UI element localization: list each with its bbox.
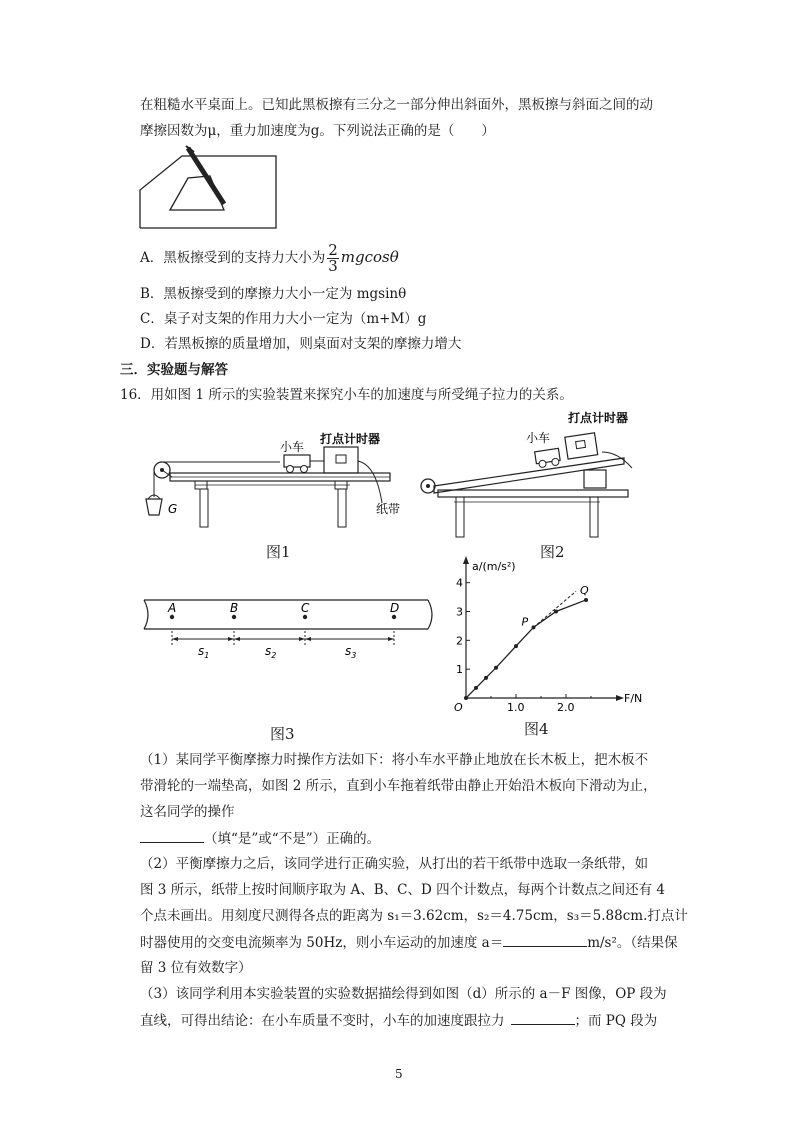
origin-label: O (454, 701, 463, 714)
fraction-two-thirds (327, 243, 339, 274)
data-point (584, 598, 588, 602)
cart-label-fig1: 小车 (280, 440, 305, 454)
sub1-line-4-text: （填“是”或“不是”）正确的。 (204, 831, 381, 847)
x-axis-arrow (616, 695, 624, 701)
option-b: B．黑板擦受到的摩擦力大小一定为 mgsinθ (140, 286, 407, 302)
figure-4-caption: 图4 (524, 720, 549, 738)
sub2-line-1: （2）平衡摩擦力之后，该同学进行正确实验，从打出的若干纸带中选取一条纸带，如 (140, 856, 649, 872)
data-point (494, 666, 498, 670)
chart-ticks (456, 577, 591, 714)
sub3-line-2-text-b: ；而 PQ 段为 (574, 1013, 658, 1029)
fraction-denominator: 3 (328, 257, 338, 275)
y-axis-label: a/(m/s²) (472, 560, 516, 573)
sub1-line-2: 带滑轮的一端垫高，如图 2 所示，直到小车拖着纸带由静止开始沿木板向下滑动为止， (140, 778, 657, 794)
sub1-line-3: 这名同学的操作 (140, 804, 235, 820)
sub2-line-2: 图 3 所示，纸带上按时间顺序取为 A、B、C、D 四个计数点，每两个计数点之间还有 4 (140, 882, 665, 898)
sub2-line-4-text-a: 时器使用的交变电流频率为 50Hz，则小车运动的加速度 a＝ (140, 935, 504, 951)
option-a (140, 242, 399, 274)
y-tick-label: 2 (456, 634, 463, 648)
svg-text:s3 (345, 644, 356, 660)
s1-label: s (198, 644, 205, 658)
y-axis-arrow (463, 556, 469, 564)
point-p-label: P (521, 615, 529, 629)
chart-labels (454, 560, 642, 714)
sub3-line-2-text-a: 直线，可得出结论：在小车质量不变时，小车的加速度跟拉力 (140, 1013, 505, 1029)
sub3-line-1: （3）该同学利用本实验装置的实验数据描绘得到如图（d）所示的 a－F 图像，OP 段为 (140, 986, 667, 1002)
timer-label-fig1: 打点计时器 (320, 432, 381, 446)
option-a-expression: mgcosθ (340, 248, 399, 266)
figure-1-caption: 图1 (266, 543, 291, 561)
sub2-line-3: 个点未画出。用刻度尺测得各点的距离为 s₁＝3.62cm，s₂＝4.75cm，s₃＝5.88cm.打点计 (140, 908, 688, 924)
figure-3-caption: 图3 (270, 725, 295, 743)
y-tick-label: 4 (456, 576, 463, 590)
figure-3 (138, 595, 434, 665)
tape-point-b (232, 615, 236, 619)
page-number: 5 (395, 1067, 403, 1081)
figure-1 (140, 425, 420, 540)
weight-label: G (168, 502, 178, 516)
sub3-line-2 (140, 1010, 657, 1031)
tape-point-c (303, 615, 307, 619)
svg-text:s2 (265, 644, 276, 660)
tape-point-d (392, 615, 396, 619)
data-point (484, 676, 488, 680)
section-heading: 三．实验题与解答 (120, 362, 228, 378)
question-16-stem: 16．用如图 1 所示的实验装置来探究小车的加速度与所受绳子拉力的关系。 (120, 387, 573, 403)
eraser-wedge-diagram (136, 142, 282, 232)
figure-4-chart (440, 560, 643, 720)
y-tick-label: 1 (456, 663, 463, 677)
extension-line (534, 591, 577, 627)
sub2-line-4 (140, 932, 678, 953)
s3-subscript: 3 (351, 651, 357, 660)
option-d: D．若黑板擦的质量增加，则桌面对支架的摩擦力增大 (140, 336, 462, 352)
x-tick-label: 1.0 (507, 701, 525, 714)
option-c: C．桌子对支架的作用力大小一定为（m+M）g (140, 311, 427, 327)
option-a-label: A．黑板擦受到的支持力大小为 (140, 250, 326, 266)
figure-2-caption: 图2 (540, 543, 565, 561)
s2-subscript: 2 (271, 651, 277, 660)
chart-series (464, 591, 588, 700)
x-axis-label: F/N (624, 692, 643, 705)
tape-label: 纸带 (376, 502, 401, 516)
answer-blank-3[interactable] (511, 1010, 575, 1025)
s1-subscript: 1 (204, 651, 210, 660)
sub2-line-4-text-b: m/s²。（结果保 (587, 935, 678, 951)
tape-label-c: C (301, 601, 310, 615)
intro-line-2: 摩擦因数为μ，重力加速度为g。下列说法正确的是（ ） (140, 123, 495, 139)
data-point (514, 644, 518, 648)
x-tick-label: 2.0 (557, 701, 575, 714)
answer-blank-2[interactable] (503, 932, 587, 947)
sub2-line-5: 留 3 位有效数字） (140, 960, 252, 976)
cart-label-fig2: 小车 (526, 431, 551, 445)
sub1-line-4 (140, 828, 380, 849)
y-tick-label: 3 (456, 605, 463, 619)
answer-blank-1[interactable] (140, 828, 204, 843)
tape-label-a: A (168, 601, 177, 615)
point-q-label: Q (580, 583, 589, 597)
timer-label-fig2: 打点计时器 (568, 411, 629, 425)
svg-text:s1 (198, 644, 209, 660)
fraction-numerator: 2 (328, 241, 338, 259)
figure-2 (418, 400, 643, 540)
data-point (474, 686, 478, 690)
s3-label: s (345, 644, 352, 658)
sub1-line-1: （1）某同学平衡摩擦力时操作方法如下：将小车水平静止地放在长木板上，把木板不 (140, 752, 649, 768)
tape-label-d: D (390, 601, 400, 615)
data-point (464, 696, 468, 700)
tape-point-a (170, 615, 174, 619)
intro-line-1: 在粗糙水平桌面上。已知此黑板擦有三分之一部分伸出斜面外，黑板擦与斜面之间的动 (140, 97, 653, 113)
tape-label-b: B (230, 601, 239, 615)
s2-label: s (265, 644, 272, 658)
